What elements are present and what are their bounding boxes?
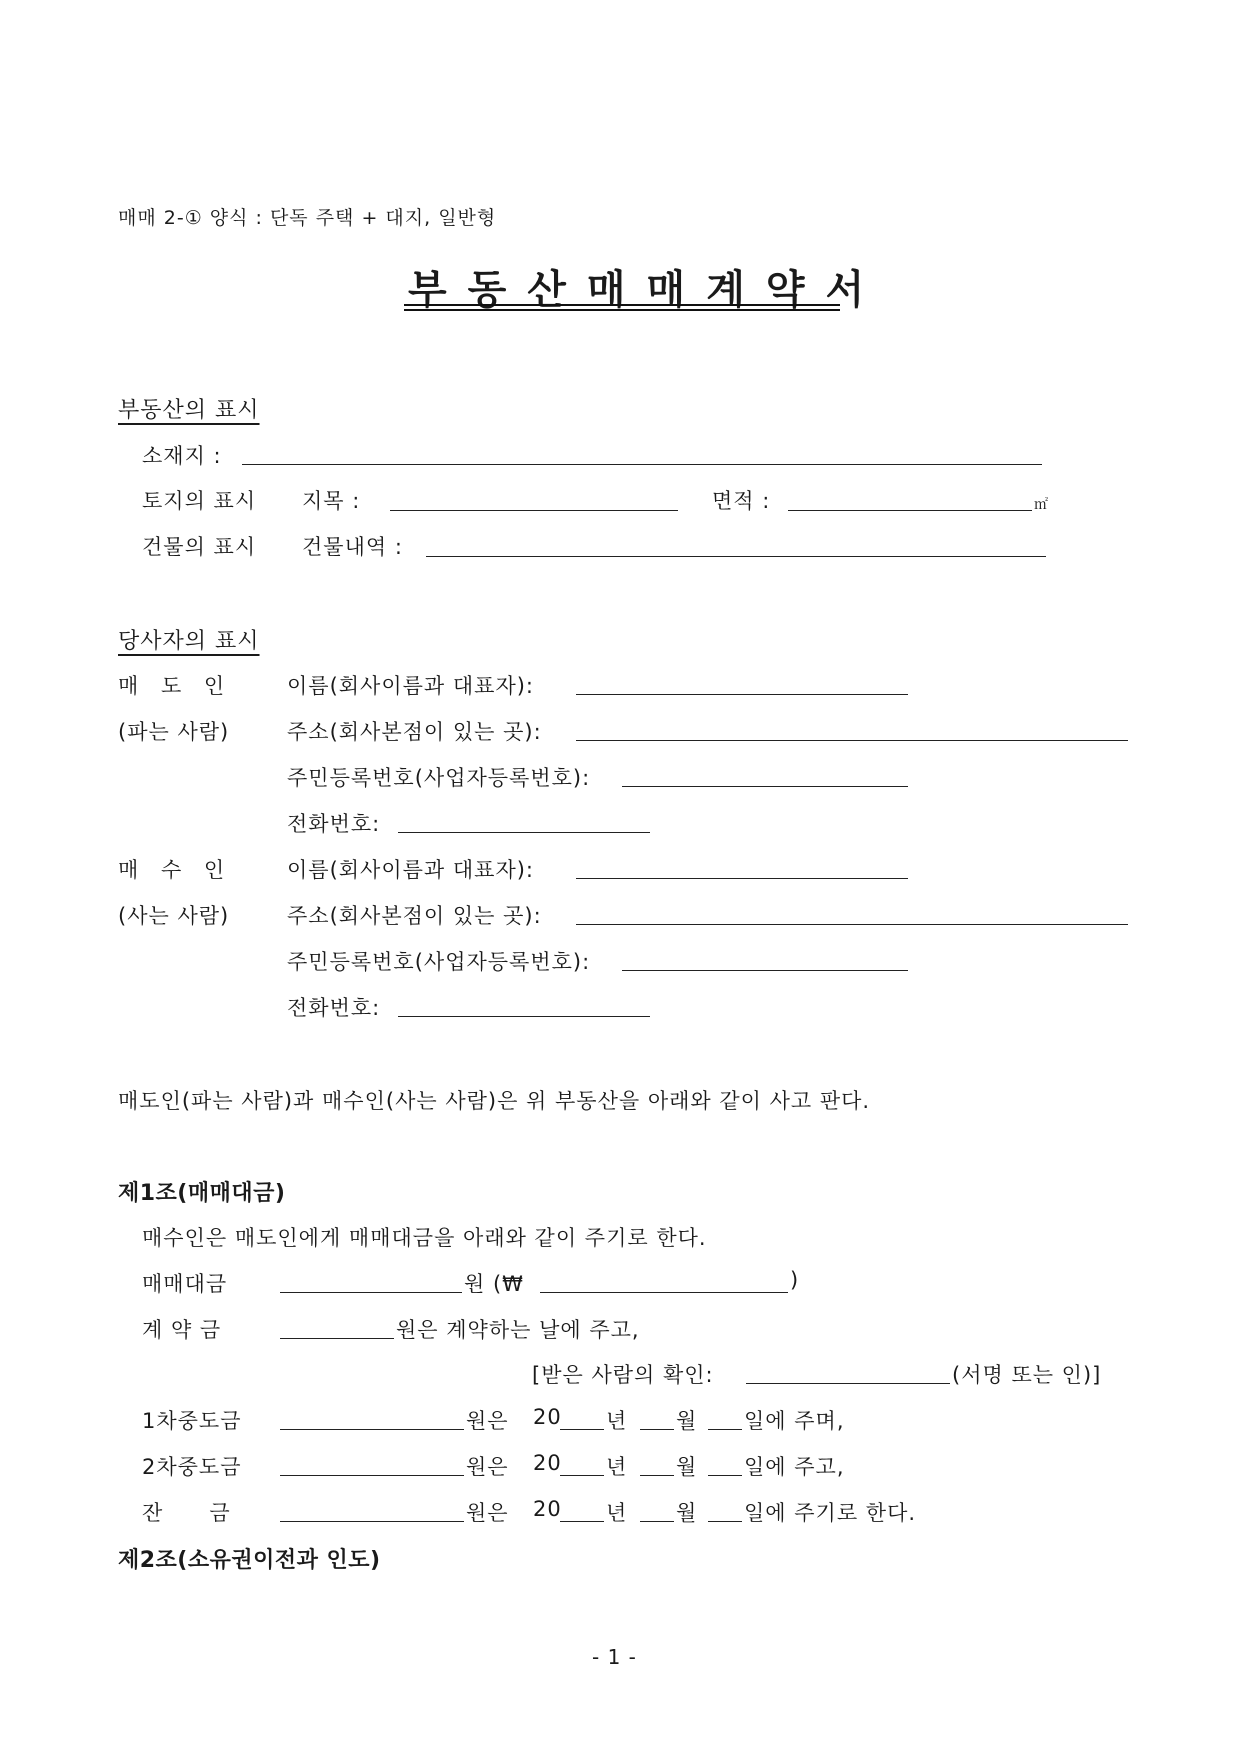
price-field[interactable] [280, 1292, 462, 1293]
payment1-month-field[interactable] [640, 1429, 674, 1430]
price-numeric-field[interactable] [540, 1292, 788, 1293]
article2-heading: 제2조(소유권이전과 인도) [118, 1548, 381, 1573]
balance-day-text: 일에 주기로 한다. [744, 1501, 917, 1525]
payment2-year-label: 년 [606, 1455, 628, 1479]
seller-role: 매 도 인 [118, 674, 226, 698]
building-label: 건물의 표시 [142, 535, 257, 559]
payment1-year-label: 년 [606, 1409, 628, 1433]
area-unit: ㎡ [1034, 497, 1048, 513]
payment1-month-label: 월 [676, 1409, 698, 1433]
seller-id-label: 주민등록번호(사업자등록번호): [287, 766, 591, 790]
payment1-year-field[interactable] [560, 1429, 604, 1430]
payment2-won: 원은 [466, 1455, 509, 1479]
seller-address-field[interactable] [576, 740, 1128, 741]
seller-id-field[interactable] [622, 786, 908, 787]
seller-phone-field[interactable] [398, 832, 650, 833]
price-close: ) [790, 1268, 800, 1292]
seller-phone-label: 전화번호: [287, 812, 381, 836]
seller-name-label: 이름(회사이름과 대표자): [287, 674, 534, 698]
balance-label: 잔 금 [142, 1501, 231, 1525]
land-category-field[interactable] [390, 510, 678, 511]
parties-heading: 당사자의 표시 [118, 629, 260, 654]
location-label: 소재지 : [142, 444, 222, 468]
agreement-text: 매도인(파는 사람)과 매수인(사는 사람)은 위 부동산을 아래와 같이 사고 판다. [118, 1089, 871, 1113]
location-field[interactable] [242, 464, 1042, 465]
deposit-label: 계 약 금 [142, 1318, 222, 1342]
title-underline-top [404, 304, 840, 306]
buyer-address-label: 주소(회사본점이 있는 곳): [287, 904, 542, 928]
balance-year-prefix: 20 [533, 1497, 562, 1521]
title-underline-bottom [404, 309, 840, 311]
buyer-phone-label: 전화번호: [287, 996, 381, 1020]
payment1-year-prefix: 20 [533, 1405, 562, 1429]
balance-amount-field[interactable] [280, 1521, 464, 1522]
payment2-month-label: 월 [676, 1455, 698, 1479]
form-label: 매매 2-① 양식 : 단독 주택 + 대지, 일반형 [118, 207, 497, 229]
payment2-month-field[interactable] [640, 1475, 674, 1476]
buyer-name-field[interactable] [576, 878, 908, 879]
price-label: 매매대금 [142, 1272, 228, 1296]
balance-month-field[interactable] [640, 1521, 674, 1522]
seller-name-field[interactable] [576, 694, 908, 695]
article1-heading: 제1조(매매대금) [118, 1181, 286, 1206]
payment2-year-field[interactable] [560, 1475, 604, 1476]
buyer-name-label: 이름(회사이름과 대표자): [287, 858, 534, 882]
receipt-signature-field[interactable] [746, 1383, 950, 1384]
receipt-close: (서명 또는 인)] [952, 1363, 1102, 1387]
buyer-role: 매 수 인 [118, 858, 226, 882]
area-field[interactable] [788, 510, 1032, 511]
buyer-address-field[interactable] [576, 924, 1128, 925]
payment2-day-text: 일에 주고, [744, 1455, 845, 1479]
buyer-id-label: 주민등록번호(사업자등록번호): [287, 950, 591, 974]
payment2-amount-field[interactable] [280, 1475, 464, 1476]
deposit-text: 원은 계약하는 날에 주고, [396, 1318, 640, 1342]
land-label: 토지의 표시 [142, 489, 257, 513]
payment1-label: 1차중도금 [142, 1409, 242, 1433]
page-number: - 1 - [592, 1645, 637, 1669]
building-detail-field[interactable] [426, 556, 1046, 557]
balance-year-label: 년 [606, 1501, 628, 1525]
payment1-amount-field[interactable] [280, 1429, 464, 1430]
article1-intro: 매수인은 매도인에게 매매대금을 아래와 같이 주기로 한다. [142, 1226, 707, 1250]
land-category-label: 지목 : [302, 489, 361, 513]
seller-address-label: 주소(회사본점이 있는 곳): [287, 720, 542, 744]
building-detail-label: 건물내역 : [302, 535, 403, 559]
payment2-year-prefix: 20 [533, 1451, 562, 1475]
document-title: 부동산매매계약서 [408, 267, 886, 313]
buyer-id-field[interactable] [622, 970, 908, 971]
balance-month-label: 월 [676, 1501, 698, 1525]
payment1-day-field[interactable] [708, 1429, 742, 1430]
payment2-day-field[interactable] [708, 1475, 742, 1476]
payment1-won: 원은 [466, 1409, 509, 1433]
area-label: 면적 : [712, 489, 771, 513]
seller-role-note: (파는 사람) [118, 720, 230, 744]
price-unit: 원 (₩ [464, 1272, 524, 1296]
property-heading: 부동산의 표시 [118, 398, 260, 423]
deposit-field[interactable] [280, 1338, 394, 1339]
balance-year-field[interactable] [560, 1521, 604, 1522]
balance-day-field[interactable] [708, 1521, 742, 1522]
buyer-phone-field[interactable] [398, 1016, 650, 1017]
payment1-day-text: 일에 주며, [744, 1409, 845, 1433]
buyer-role-note: (사는 사람) [118, 904, 230, 928]
payment2-label: 2차중도금 [142, 1455, 242, 1479]
balance-won: 원은 [466, 1501, 509, 1525]
receipt-open: [받은 사람의 확인: [532, 1363, 714, 1387]
